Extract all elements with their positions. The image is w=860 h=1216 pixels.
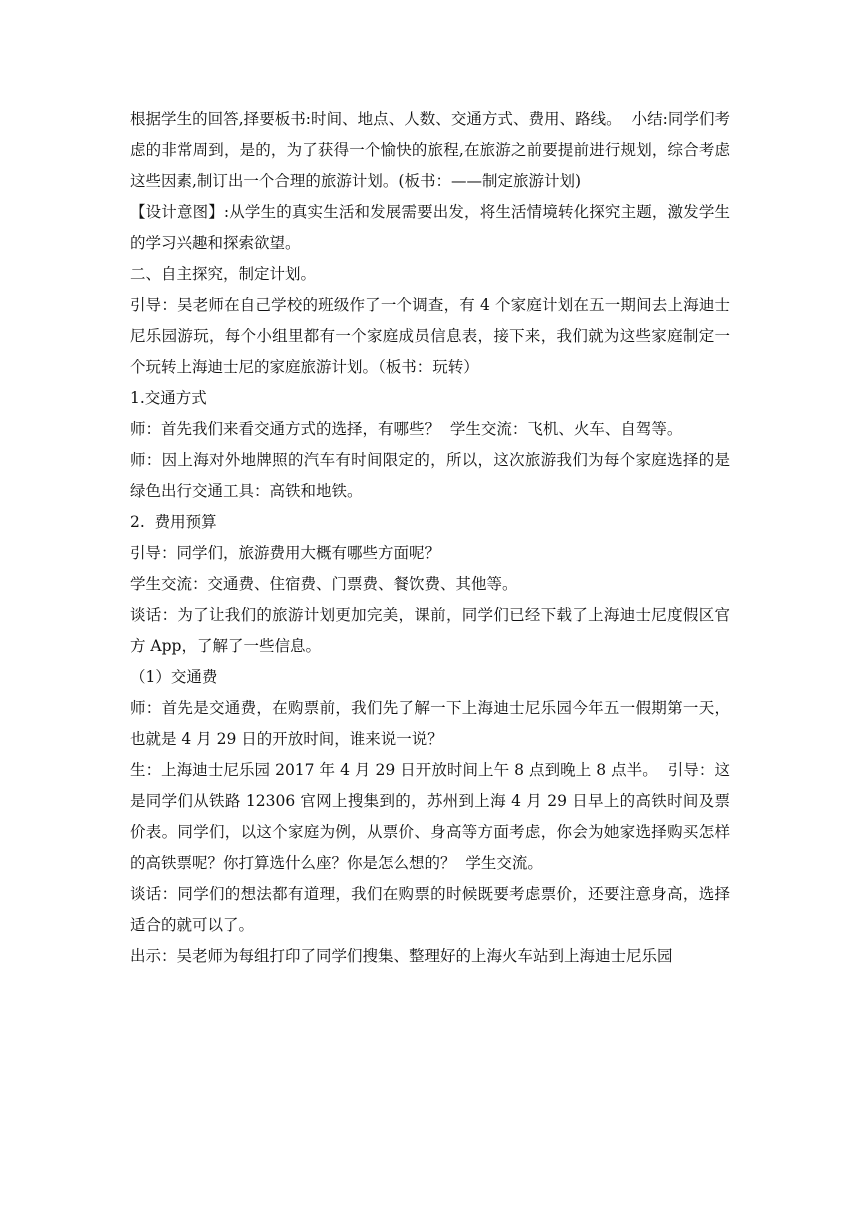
paragraph-budget-answer: 学生交流：交通费、住宿费、门票费、餐饮费、其他等。 xyxy=(130,575,518,593)
subheading-transport-fee: （1）交通费 xyxy=(130,668,218,686)
subheading-transport-mode: 1.交通方式 xyxy=(130,389,207,407)
paragraph-guide-survey: 引导：吴老师在自己学校的班级作了一个调查，有 4 个家庭计划在五一期间去上海迪士尼乐园游玩，每个小组里都有一个家庭成员信息表，接下来，我们就为这些家庭制定一个玩转上海迪士尼的家庭旅游计划。（板书：玩转） xyxy=(130,296,730,376)
paragraph-transport-question: 师：首先我们来看交通方式的选择，有哪些？ 学生交流：飞机、火车、自驾等。 xyxy=(130,420,683,438)
paragraph-ticket-conclusion: 谈话：同学们的想法都有道理，我们在购票的时候既要考虑票价，还要注意身高，选择适合的就可以了。 xyxy=(130,885,730,934)
paragraph-opening-time-answer: 生：上海迪士尼乐园 2017 年 4 月 29 日开放时间上午 8 点到晚上 8 点半。 引导：这是同学们从铁路 12306 官网上搜集到的，苏州到上海 4 月 29 日早上的高铁时间及票价表。同学们，以这个家庭为例，从票价、身高等方面考虑，你会为她家选择购买怎样的高铁票呢？你打算选什么座？你是怎么想的？ 学生交流。 xyxy=(130,761,730,872)
paragraph-design-intent: 【设计意图】:从学生的真实生活和发展需要出发，将生活情境转化探究主题，激发学生的学习兴趣和探索欲望。 xyxy=(130,203,730,252)
paragraph-app-info: 谈话：为了让我们的旅游计划更加完美，课前，同学们已经下载了上海迪士尼度假区官方 App，了解了一些信息。 xyxy=(130,606,730,655)
paragraph-show-printout: 出示：吴老师为每组打印了同学们搜集、整理好的上海火车站到上海迪士尼乐园 xyxy=(130,947,673,965)
paragraph-transport-choice: 师：因上海对外地牌照的汽车有时间限定的，所以，这次旅游我们为每个家庭选择的是绿色出行交通工具：高铁和地铁。 xyxy=(130,451,730,500)
paragraph-opening-time-question: 师：首先是交通费，在购票前，我们先了解一下上海迪士尼乐园今年五一假期第一天，也就是 4 月 29 日的开放时间，谁来说一说？ xyxy=(130,699,730,748)
paragraph-board-summary: 根据学生的回答,择要板书:时间、地点、人数、交通方式、费用、路线。 小结:同学们考虑的非常周到，是的，为了获得一个愉快的旅程,在旅游之前要提前进行规划，综合考虑这些因素,制订出一个合理的旅游计划。(板书：——制定旅游计划) xyxy=(130,110,730,190)
section-heading-self-explore: 二、自主探究，制定计划。 xyxy=(130,265,317,283)
paragraph-budget-question: 引导：同学们，旅游费用大概有哪些方面呢？ xyxy=(130,544,441,562)
subheading-budget: 2. 费用预算 xyxy=(130,513,217,531)
document-page xyxy=(130,104,730,972)
